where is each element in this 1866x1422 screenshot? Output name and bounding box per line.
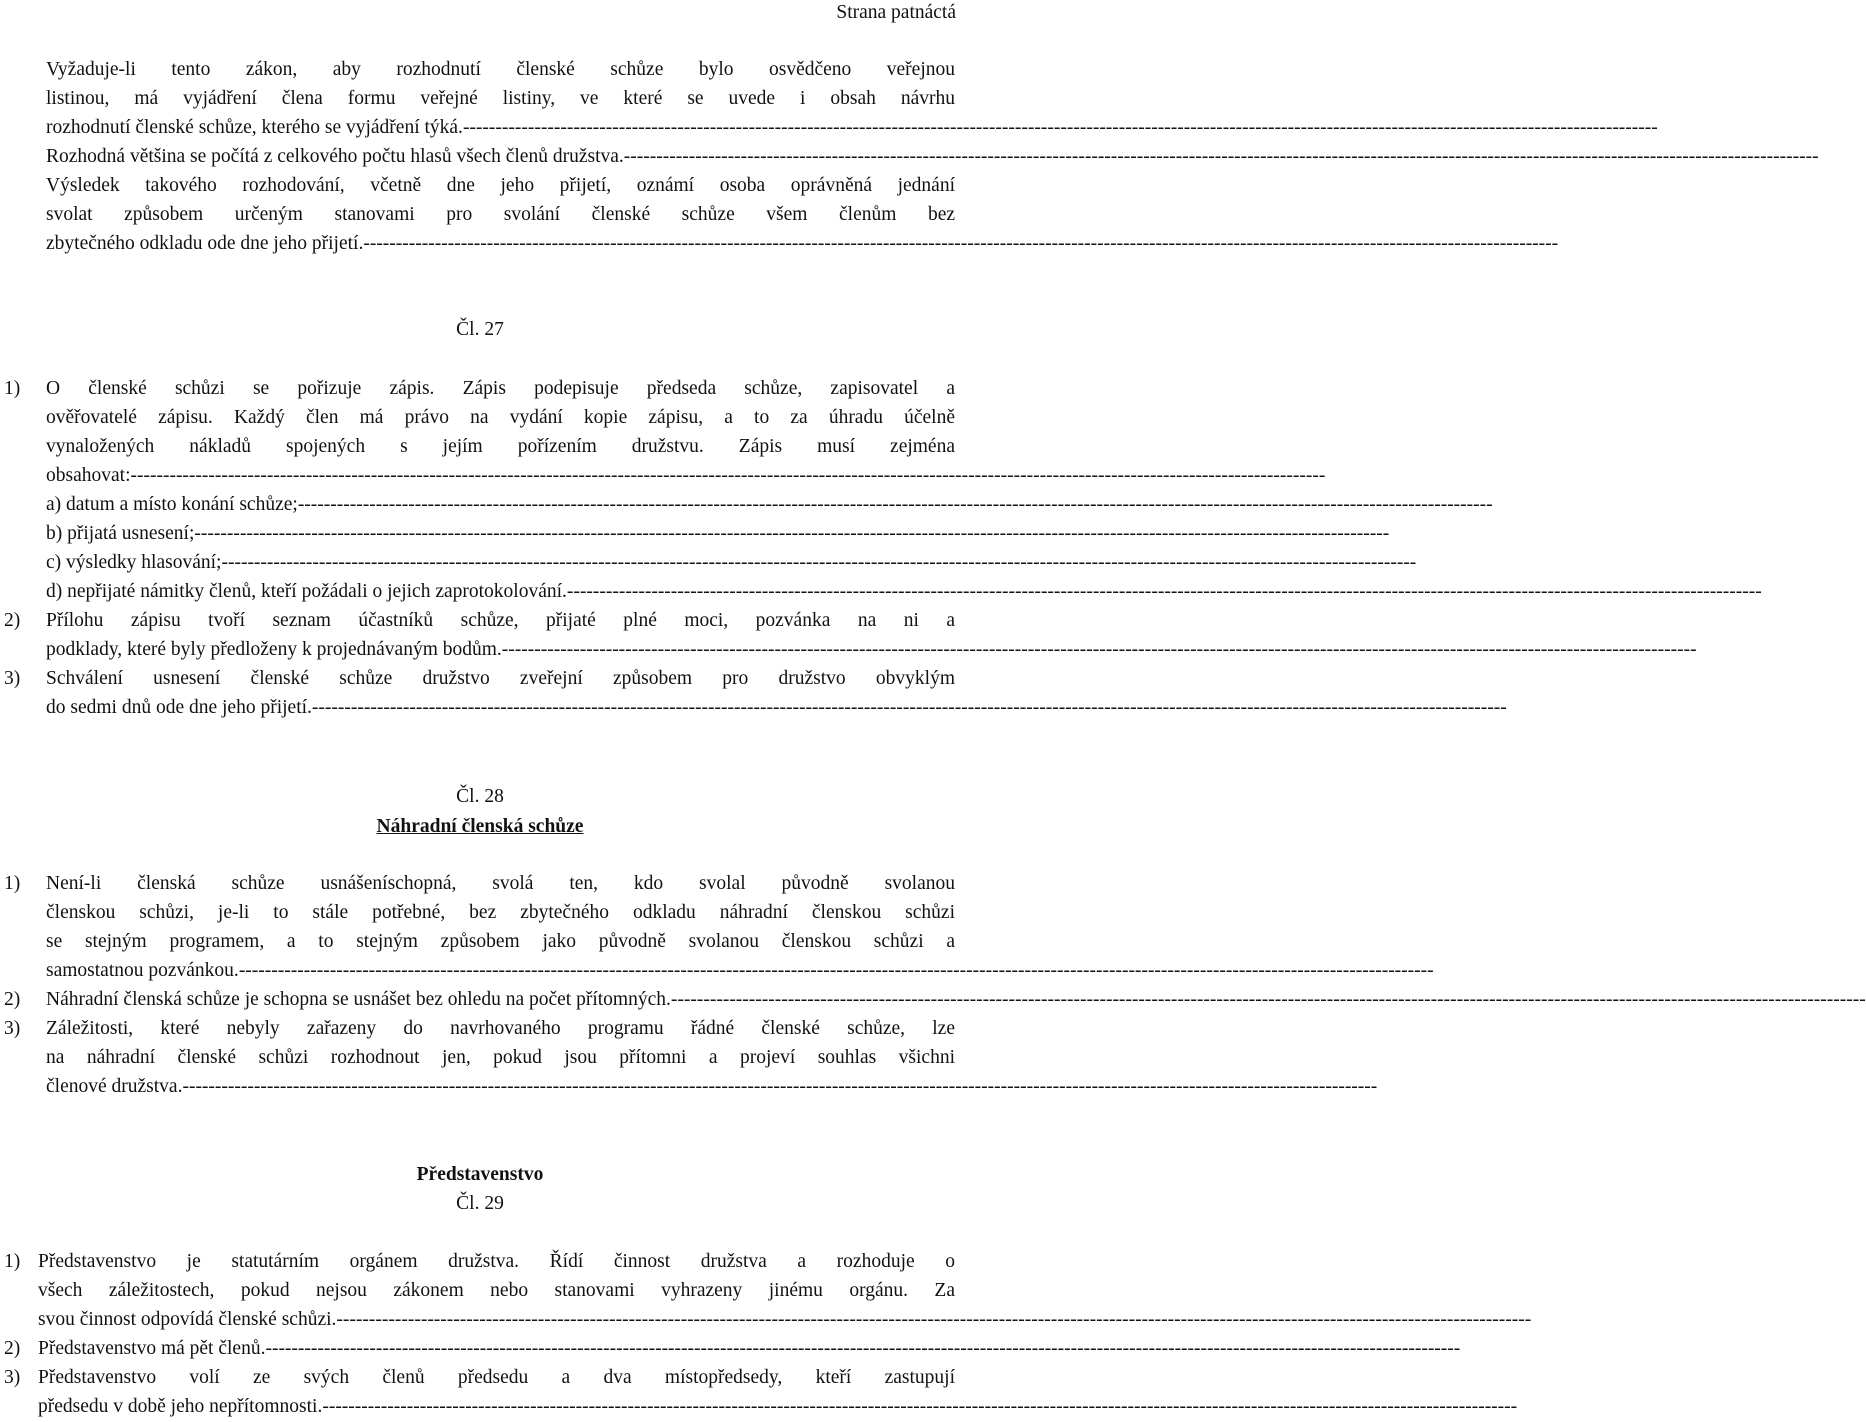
dash-filler: ---------------------------------------------------------------------------------------------------------------------------------------------------------------------------------------- bbox=[238, 960, 1434, 981]
dash-filler: ---------------------------------------------------------------------------------------------------------------------------------------------------------------------------------------- bbox=[623, 146, 1819, 167]
article-28-heading-text: Náhradní členská schůze bbox=[376, 816, 584, 837]
dash-filler: ---------------------------------------------------------------------------------------------------------------------------------------------------------------------------------------- bbox=[194, 523, 1390, 544]
intro-line-1: Vyžaduje-li tento zákon, aby rozhodnutí členské schůze bylo osvědčeno veřejnou bbox=[46, 59, 955, 80]
article-27-point-1-line-1: O členské schůzi se pořizuje zápis. Zápis podepisuje předseda schůze, zapisovatel a bbox=[46, 378, 955, 399]
article-28-title: Čl. 28 bbox=[456, 786, 504, 807]
article-29-point-3-number: 3) bbox=[4, 1367, 21, 1388]
article-27-point-3-line-2 bbox=[46, 693, 1507, 723]
intro-line-3 bbox=[46, 113, 1658, 143]
article-27-point-1-line-4-text: obsahovat: bbox=[46, 465, 131, 486]
article-27-point-1-line-3: vynaložených nákladů spojených s jejím pořízením družstvu. Zápis musí zejména bbox=[46, 436, 955, 457]
article-27-item-b-text: b) přijatá usnesení; bbox=[46, 523, 195, 544]
article-29-point-2-number: 2) bbox=[4, 1338, 21, 1359]
article-29-point-2-line-1-text: Představenstvo má pět členů. bbox=[38, 1338, 266, 1359]
dash-filler: ---------------------------------------------------------------------------------------------------------------------------------------------------------------------------------------- bbox=[670, 989, 1866, 1010]
article-28-point-1-line-4 bbox=[46, 956, 1434, 986]
intro-line-2: listinou, má vyjádření člena formu veřejné listiny, ve které se uvede i obsah návrhu bbox=[46, 88, 955, 109]
article-27-point-2-line-2-text: podklady, které byly předloženy k projednávaným bodům. bbox=[46, 639, 502, 660]
dash-filler: ---------------------------------------------------------------------------------------------------------------------------------------------------------------------------------------- bbox=[182, 1076, 1378, 1097]
article-27-point-1-number: 1) bbox=[4, 378, 21, 399]
article-28-point-1-line-4-text: samostatnou pozvánkou. bbox=[46, 960, 239, 981]
article-28-point-3-line-3-text: členové družstva. bbox=[46, 1076, 183, 1097]
article-27-item-c-text: c) výsledky hlasování; bbox=[46, 552, 222, 573]
article-28-point-2-line-1-text: Náhradní členská schůze je schopna se usnášet bez ohledu na počet přítomných. bbox=[46, 989, 671, 1010]
intro-line-6: svolat způsobem určeným stanovami pro svolání členské schůze všem členům bez bbox=[46, 204, 955, 225]
article-28-point-1-number: 1) bbox=[4, 873, 21, 894]
dash-filler: ---------------------------------------------------------------------------------------------------------------------------------------------------------------------------------------- bbox=[221, 552, 1417, 573]
article-29-point-1-number: 1) bbox=[4, 1251, 21, 1272]
article-29-heading-text: Představenstvo bbox=[416, 1164, 544, 1185]
intro-line-4 bbox=[46, 142, 1819, 172]
article-28-point-3-number: 3) bbox=[4, 1018, 21, 1039]
article-28-heading bbox=[0, 812, 960, 842]
article-28-point-2-line-1 bbox=[46, 985, 1866, 1015]
article-27-item-d-text: d) nepřijaté námitky členů, kteří požádali o jejich zaprotokolování. bbox=[46, 581, 567, 602]
article-27-item-c bbox=[46, 548, 1417, 578]
dash-filler: ---------------------------------------------------------------------------------------------------------------------------------------------------------------------------------------- bbox=[130, 465, 1326, 486]
intro-line-7 bbox=[46, 229, 1559, 259]
dash-filler: ---------------------------------------------------------------------------------------------------------------------------------------------------------------------------------------- bbox=[265, 1338, 1461, 1359]
article-29-point-2-line-1 bbox=[38, 1334, 1461, 1364]
dash-filler: ---------------------------------------------------------------------------------------------------------------------------------------------------------------------------------------- bbox=[501, 639, 1697, 660]
article-29-point-1-line-2: všech záležitostech, pokud nejsou zákonem nebo stanovami vyhrazeny jinému orgánu. Za bbox=[38, 1280, 955, 1301]
article-29-point-3-line-1: Představenstvo volí ze svých členů předsedu a dva místopředsedy, kteří zastupují bbox=[38, 1367, 955, 1388]
page-header: Strana patnáctá bbox=[836, 2, 956, 23]
article-28-point-1-line-2: členskou schůzi, je-li to stále potřebné, bez zbytečného odkladu náhradní členskou schůzi bbox=[46, 902, 955, 923]
dash-filler: ---------------------------------------------------------------------------------------------------------------------------------------------------------------------------------------- bbox=[336, 1309, 1532, 1330]
article-28-point-1-line-1: Není-li členská schůze usnášeníschopná, svolá ten, kdo svolal původně svolanou bbox=[46, 873, 955, 894]
article-29-heading bbox=[0, 1160, 960, 1190]
article-29-point-3-line-2-text: předsedu v době jeho nepřítomnosti. bbox=[38, 1396, 323, 1417]
article-27-item-a-text: a) datum a místo konání schůze; bbox=[46, 494, 298, 515]
intro-line-4-text: Rozhodná většina se počítá z celkového počtu hlasů všech členů družstva. bbox=[46, 146, 624, 167]
article-29-point-1-line-3-text: svou činnost odpovídá členské schůzi. bbox=[38, 1309, 337, 1330]
article-27-item-a bbox=[46, 490, 1493, 520]
article-28-point-3-line-1: Záležitosti, které nebyly zařazeny do navrhovaného programu řádné členské schůze, lze bbox=[46, 1018, 955, 1039]
article-27-title: Čl. 27 bbox=[456, 319, 504, 340]
dash-filler: ---------------------------------------------------------------------------------------------------------------------------------------------------------------------------------------- bbox=[297, 494, 1493, 515]
intro-line-7-text: zbytečného odkladu ode dne jeho přijetí. bbox=[46, 233, 364, 254]
article-27-point-3-number: 3) bbox=[4, 668, 21, 689]
dash-filler: ---------------------------------------------------------------------------------------------------------------------------------------------------------------------------------------- bbox=[462, 117, 1658, 138]
article-27-item-b bbox=[46, 519, 1390, 549]
article-28-point-1-line-3: se stejným programem, a to stejným způsobem jako původně svolanou členskou schůzi a bbox=[46, 931, 955, 952]
article-29-title: Čl. 29 bbox=[456, 1193, 504, 1214]
article-29-point-1-line-1: Představenstvo je statutárním orgánem družstva. Řídí činnost družstva a rozhoduje o bbox=[38, 1251, 955, 1272]
article-29-point-3-line-2 bbox=[38, 1392, 1518, 1422]
dash-filler: ---------------------------------------------------------------------------------------------------------------------------------------------------------------------------------------- bbox=[363, 233, 1559, 254]
article-27-point-3-line-1: Schválení usnesení členské schůze družstvo zveřejní způsobem pro družstvo obvyklým bbox=[46, 668, 955, 689]
article-28-point-3-line-2: na náhradní členské schůzi rozhodnout jen, pokud jsou přítomni a projeví souhlas všichni bbox=[46, 1047, 955, 1068]
article-27-point-3-line-2-text: do sedmi dnů ode dne jeho přijetí. bbox=[46, 697, 312, 718]
article-27-point-1-line-2: ověřovatelé zápisu. Každý člen má právo na vydání kopie zápisu, a to za úhradu účelně bbox=[46, 407, 955, 428]
article-27-point-2-line-2 bbox=[46, 635, 1697, 665]
article-28-point-3-line-3 bbox=[46, 1072, 1378, 1102]
dash-filler: ---------------------------------------------------------------------------------------------------------------------------------------------------------------------------------------- bbox=[311, 697, 1507, 718]
article-28-point-2-number: 2) bbox=[4, 989, 21, 1010]
dash-filler: ---------------------------------------------------------------------------------------------------------------------------------------------------------------------------------------- bbox=[322, 1396, 1518, 1417]
article-27-item-d bbox=[46, 577, 1762, 607]
article-27-point-2-line-1: Přílohu zápisu tvoří seznam účastníků schůze, přijaté plné moci, pozvánka na ni a bbox=[46, 610, 955, 631]
intro-line-3-text: rozhodnutí členské schůze, kterého se vyjádření týká. bbox=[46, 117, 463, 138]
intro-line-5: Výsledek takového rozhodování, včetně dne jeho přijetí, oznámí osoba oprávněná jednání bbox=[46, 175, 955, 196]
dash-filler: ---------------------------------------------------------------------------------------------------------------------------------------------------------------------------------------- bbox=[566, 581, 1762, 602]
article-27-point-2-number: 2) bbox=[4, 610, 21, 631]
article-27-point-1-line-4 bbox=[46, 461, 1326, 491]
article-29-point-1-line-3 bbox=[38, 1305, 1532, 1335]
